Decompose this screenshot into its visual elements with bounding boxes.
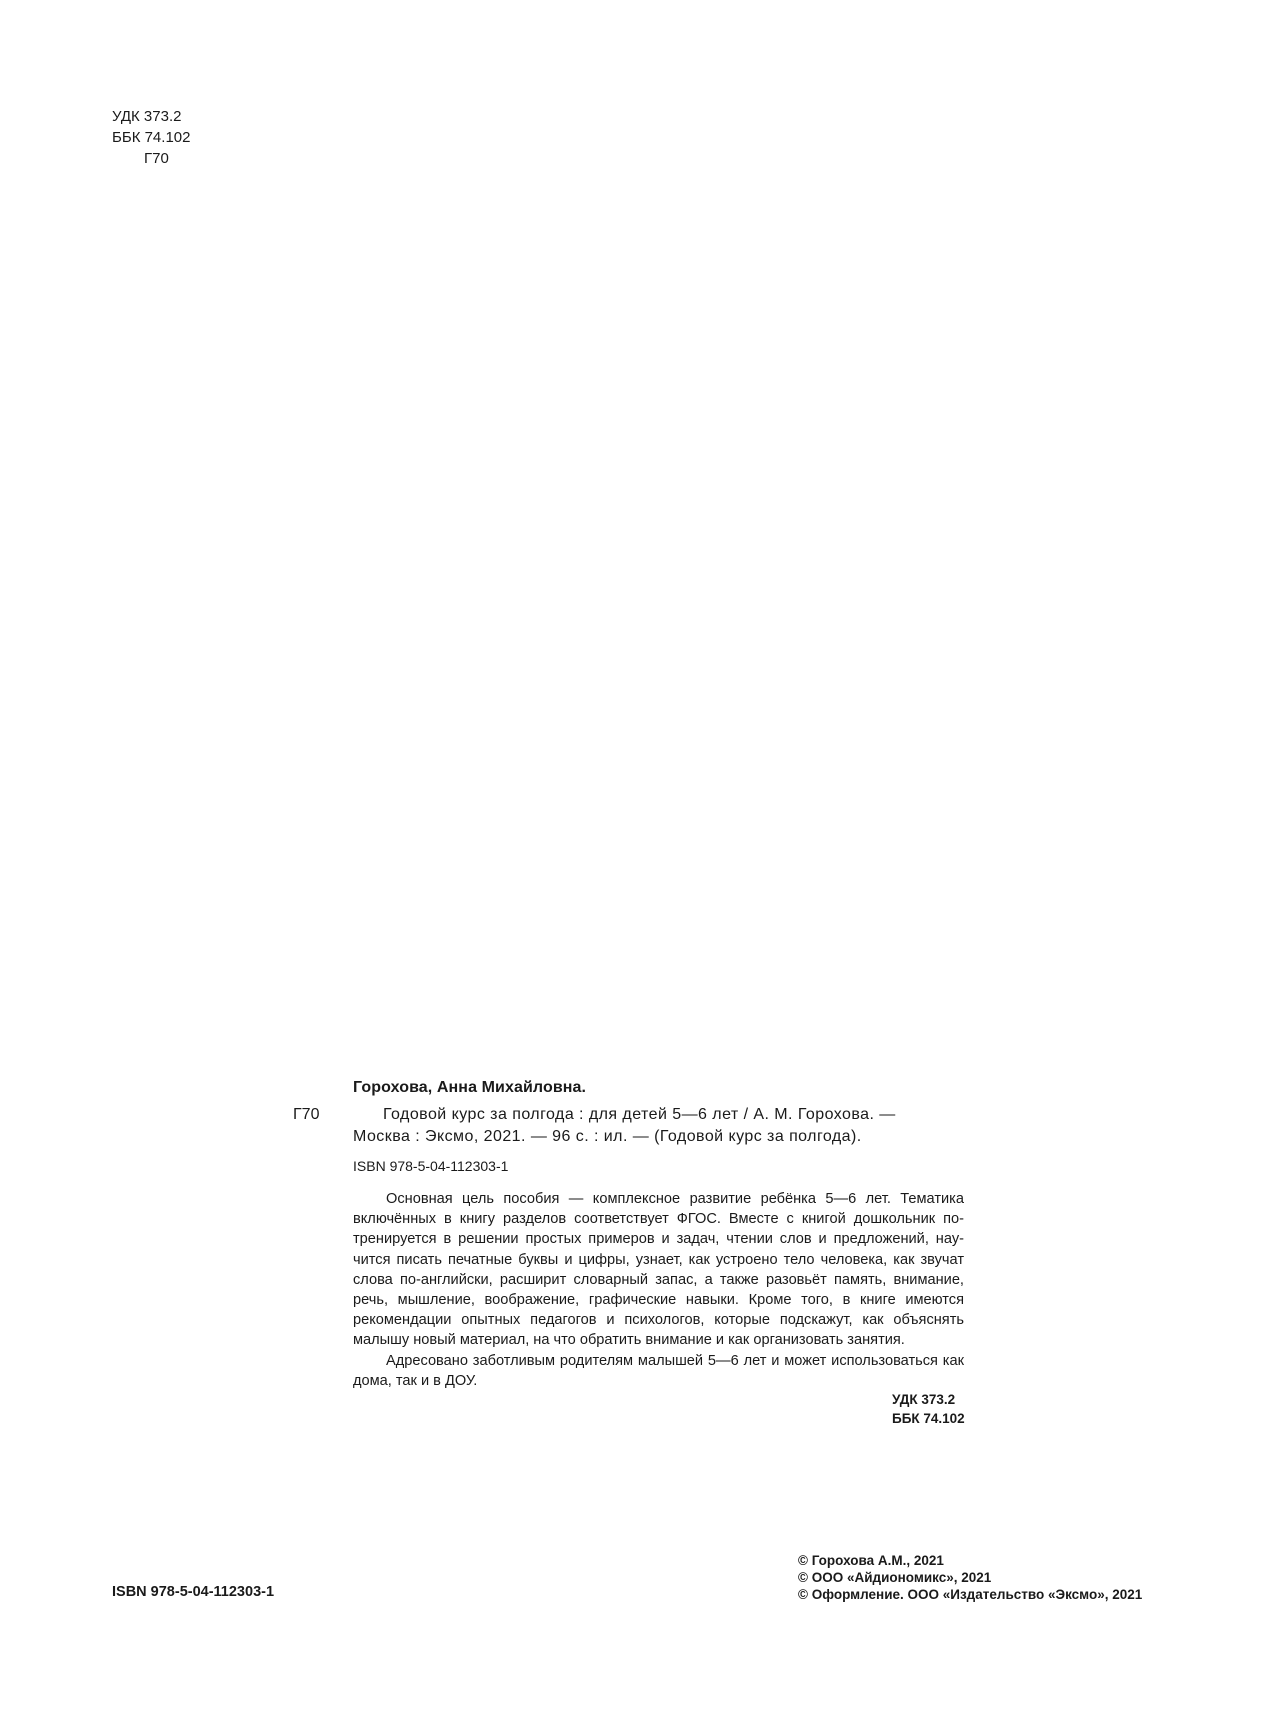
author-sign-top: Г70: [144, 150, 169, 167]
annotation-paragraph-2: Адресовано заботливым родителям малышей 5—6 лет и может использоваться как дома, так и в ДОУ.: [353, 1352, 964, 1389]
card-annotation: [353, 1189, 964, 1391]
card-title-line-1: Годовой курс за полгода : для детей 5—6 лет / А. М. Горохова. —: [383, 1106, 896, 1123]
annotation-paragraph-1: Основная цель пособия — комплексное развитие ребёнка 5—6 лет. Тематика включённых в книгу разделов соответствует ФГОС. Вместе с книгой дошкольник потренируется в решении простых примеров и задач, чтении слов и предложений, научится писать печатные буквы и цифры, узнает, как устроено тело человека, как звучат слова по-английски, расширит словарный запас, а также разовьёт память, внимание, речь, мышление, воображение, графические навыки. Кроме того, в книге имеются рекомендации опытных педагогов и психологов, которые подскажут, как объяснять малышу новый материал, на что обратить внимание и как организовать занятия.: [353, 1191, 964, 1349]
card-title-line-2: Москва : Эксмо, 2021. — 96 с. : ил. — (Годовой курс за полгода).: [353, 1128, 862, 1145]
card-author: Горохова, Анна Михайловна.: [353, 1079, 587, 1096]
copyright-line: © Оформление. ООО «Издательство «Эксмо», 2021: [798, 1587, 1143, 1602]
isbn-bottom: ISBN 978-5-04-112303-1: [112, 1584, 275, 1600]
bbk-code-top: ББК 74.102: [112, 129, 191, 146]
copyright-block: [798, 1552, 1142, 1603]
udk-code-top: УДК 373.2: [112, 108, 182, 125]
card-author-sign: Г70: [293, 1106, 320, 1123]
card-bbk: ББК 74.102: [892, 1411, 965, 1426]
copyright-line: © ООО «Айдиономикс», 2021: [798, 1570, 992, 1585]
card-isbn: ISBN 978-5-04-112303-1: [353, 1158, 509, 1174]
copyright-line: © Горохова А.М., 2021: [798, 1553, 944, 1568]
card-udk: УДК 373.2: [892, 1392, 956, 1407]
